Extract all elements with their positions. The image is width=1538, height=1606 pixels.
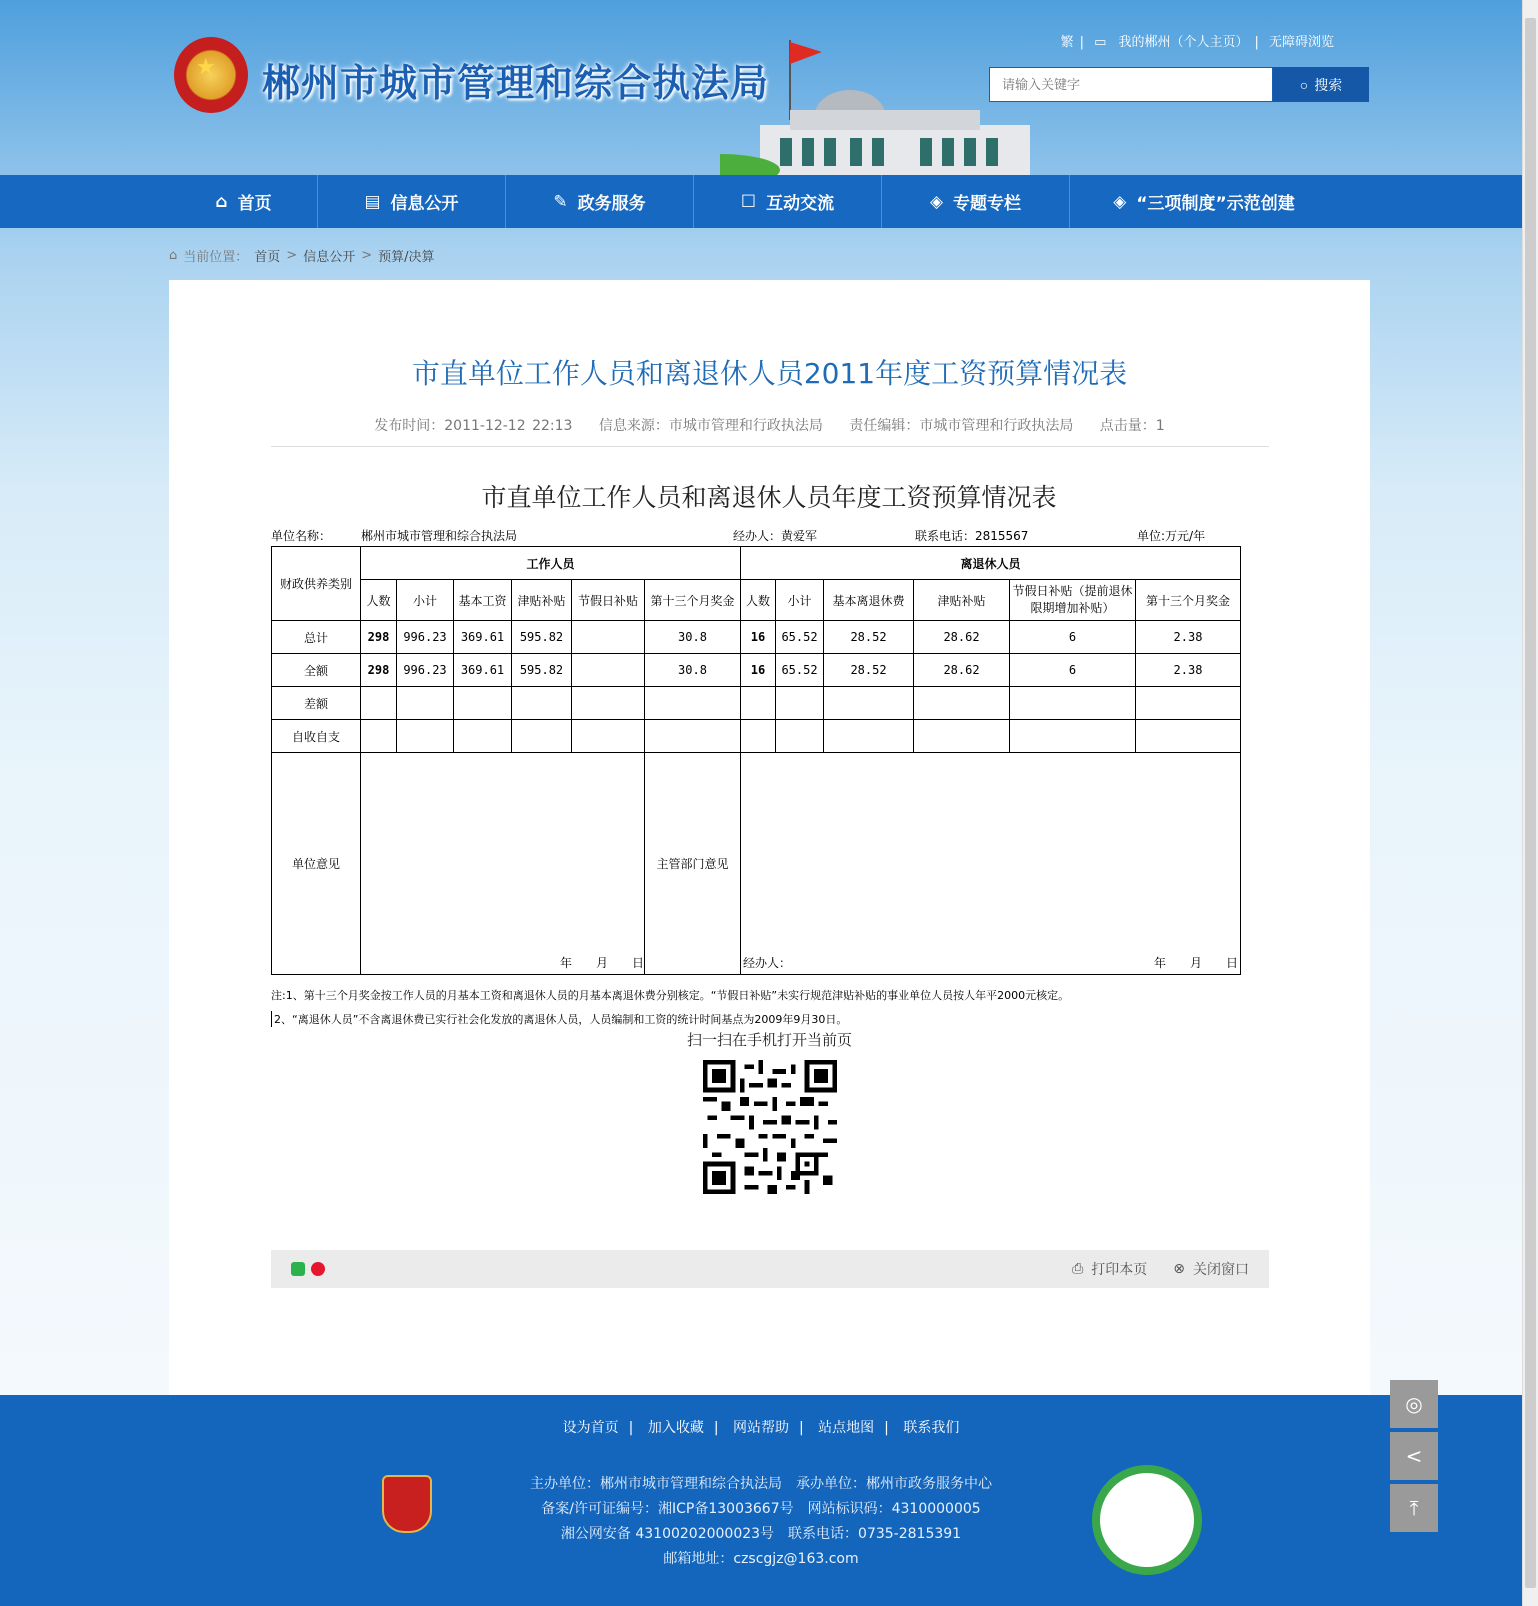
table-cell: 595.82 [512,654,572,687]
footer-line: 湘公网安备 43100202000023号 联系电话：0735-2815391 [560,1526,962,1542]
footer-link[interactable]: 联系我们 [903,1420,960,1436]
print-label: 打印本页 [1091,1262,1148,1278]
column-header: 人数 [361,580,397,621]
working-header: 工作人员 [361,547,741,580]
header [0,0,1522,175]
footer-line: 备案/许可证编号：湘ICP备13003667号 网站标识码：4310000005 [541,1501,981,1517]
table-cell: 298 [361,621,397,654]
note-2: 2、“离退休人员”不含离退休费已实行社会化发放的离退休人员，人员编制和工资的统计时间基点为2009年9月30日。 [271,1011,847,1027]
publish-time: 发布时间：2011-12-12 22:13 [374,418,573,434]
footer-links: 设为首页 | 加入收藏 | 网站帮助 | 站点地图 | 联系我们 [562,1420,960,1436]
table-cell: 6 [1010,621,1136,654]
table-cell: 369.61 [454,654,512,687]
breadcrumb-home[interactable]: 首页 [254,250,281,265]
side-floating-buttons [1390,1380,1438,1536]
table-cell: 28.52 [824,621,914,654]
search-button-label: 搜索 [1314,76,1343,93]
table-row [272,621,1241,654]
divider [271,446,1269,447]
footer-link[interactable]: 加入收藏 [647,1420,704,1436]
unit-label: 单位:万元/年 [1137,529,1206,543]
nav-info-disclosure[interactable] [318,175,506,228]
scrollbar[interactable] [1522,0,1538,1606]
article-container [169,280,1370,1395]
row-label: 总计 [272,621,361,654]
back-to-top-button[interactable] [1390,1484,1438,1532]
edit-icon: ✎ [553,191,568,212]
handler-sign: 经办人： [743,956,792,970]
document-icon: ▤ [364,191,381,212]
nav-label: “三项制度”示范创建 [1136,194,1295,214]
site-title: 郴州市城市管理和综合执法局 [262,61,770,105]
wechat-icon[interactable] [291,1262,305,1276]
home-icon: ⌂ [169,248,178,263]
footer-info [0,1472,1522,1572]
qr-code-image [703,1060,837,1194]
breadcrumb-info[interactable]: 信息公开 [303,250,356,265]
column-header: 小计 [397,580,454,621]
table-cell: 996.23 [397,621,454,654]
table-cell: 65.52 [776,621,824,654]
layers-icon: ◈ [929,191,944,212]
table-cell: 28.62 [914,621,1010,654]
table-cell: 28.52 [824,654,914,687]
click-count: 点击量：1 [1099,418,1165,434]
unit-opinion-label: 单位意见 [272,753,361,975]
share-icon: < [1405,1444,1423,1468]
dept-opinion-label: 主管部门意见 [645,753,741,975]
table-cell: 16 [741,654,776,687]
breadcrumb-prefix: 当前位置： [183,250,249,265]
budget-table [271,546,1241,975]
search-box [989,67,1369,102]
table-cell: 2.38 [1136,621,1241,654]
home-icon: ⌂ [215,191,228,212]
footer [0,1395,1522,1606]
share-float-button[interactable] [1390,1432,1438,1480]
monitor-icon: ▭ [1094,35,1107,50]
search-button[interactable] [1273,67,1369,102]
table-cell: 30.8 [645,621,741,654]
column-header: 节假日补贴（提前退休限期增加补贴） [1010,580,1136,621]
nav-label: 首页 [237,194,272,214]
column-header: 人数 [741,580,776,621]
footer-link[interactable]: 设为首页 [562,1420,619,1436]
weibo-icon[interactable] [311,1262,325,1276]
footer-link[interactable]: 网站帮助 [733,1420,789,1436]
close-icon: ⊗ [1173,1261,1185,1277]
unit-name-label: 单位名称： [271,529,332,543]
footer-line: 邮箱地址：czscgjz@163.com [663,1551,859,1567]
table-cell: 30.8 [645,654,741,687]
table-cell [572,621,645,654]
table-row [272,720,1241,753]
table-cell: 2.38 [1136,654,1241,687]
note-1: 注:1、第十三个月奖金按工作人员的月基本工资和离退休人员的月基本离退休费分别核定。“节假日补贴”未实行规范津贴补贴的事业单位人员按人年平2000元核定。 [271,989,1070,1002]
category-header: 财政供养类别 [272,547,361,621]
breadcrumb-budget[interactable]: 预算/决算 [378,250,435,265]
column-header: 节假日补贴 [572,580,645,621]
article-title: 市直单位工作人员和离退休人员2011年度工资预算情况表 [411,357,1128,390]
chat-icon: ☐ [740,191,757,212]
column-header: 基本工资 [454,580,512,621]
share-actions [1072,1259,1249,1279]
row-label: 差额 [272,687,361,720]
date-text: 年 月 日 [1153,956,1238,970]
search-input[interactable] [989,67,1273,102]
accessibility-link[interactable]: 无障碍浏览 [1268,35,1334,50]
nav-three-systems[interactable] [1070,175,1338,228]
row-label: 自收自支 [272,720,361,753]
table-row [272,654,1241,687]
arrow-up-icon: ⤒ [1409,1496,1419,1520]
my-chenzhou-link[interactable]: 我的郴州（个人主页） [1118,35,1249,50]
opinion-row [272,753,1241,975]
main-nav [0,175,1522,228]
scrollbar-thumb[interactable] [1525,18,1536,1588]
column-header: 小计 [776,580,824,621]
breadcrumb-separator: > [286,248,298,263]
info-source: 信息来源：市城市管理和行政执法局 [598,418,823,434]
column-header: 基本离退休费 [824,580,914,621]
handler: 经办人：黄爱军 [733,529,818,543]
retired-header: 离退休人员 [741,547,1241,580]
table-cell: 369.61 [454,621,512,654]
qr-label: 扫一扫在手机打开当前页 [686,1031,852,1049]
national-emblem-logo: ★ [174,37,248,113]
wechat-float-button[interactable] [1390,1380,1438,1428]
editor: 责任编辑：市城市管理和行政执法局 [849,418,1074,434]
nav-label: 信息公开 [390,194,459,214]
share-icons [291,1262,325,1276]
table-cell: 996.23 [397,654,454,687]
nav-label: 专题专栏 [953,194,1022,214]
table-row [272,687,1241,720]
column-header: 津贴补贴 [512,580,572,621]
article-meta [169,415,1370,435]
column-header: 第十三个月奖金 [645,580,741,621]
table-cell: 65.52 [776,654,824,687]
breadcrumb [169,246,435,265]
search-icon: ○ [1299,76,1309,93]
breadcrumb-separator: > [361,248,373,263]
column-header: 第十三个月奖金 [1136,580,1241,621]
footer-link[interactable]: 站点地图 [818,1420,875,1436]
nav-special-topics[interactable] [882,175,1070,228]
table-cell: 28.62 [914,654,1010,687]
document-title: 市直单位工作人员和离退休人员年度工资预算情况表 [481,483,1057,512]
close-label: 关闭窗口 [1193,1262,1249,1278]
phone: 联系电话：2815567 [915,529,1029,543]
nav-government-services[interactable] [506,175,694,228]
close-window-button[interactable] [1173,1259,1249,1279]
footer-line: 主办单位：郴州市城市管理和综合执法局 承办单位：郴州市政务服务中心 [530,1476,992,1492]
share-bar [271,1250,1269,1288]
table-cell: 6 [1010,654,1136,687]
table-cell [572,654,645,687]
layers-icon: ◈ [1113,191,1127,212]
nav-label: 政务服务 [577,194,646,214]
print-button[interactable] [1072,1259,1147,1279]
column-header: 津贴补贴 [914,580,1010,621]
wechat-icon: ◎ [1405,1392,1423,1416]
civilization-site-logo[interactable] [1092,1465,1202,1575]
unit-name: 郴州市城市管理和综合执法局 [361,529,518,543]
nav-label: 互动交流 [766,194,835,214]
government-building-image [720,40,1060,175]
table-cell: 595.82 [512,621,572,654]
dept-opinion-box [741,753,1241,975]
row-label: 全额 [272,654,361,687]
table-cell: 298 [361,654,397,687]
table-cell: 16 [741,621,776,654]
traditional-chinese-link[interactable]: 繁 [1060,35,1074,50]
nav-interaction[interactable] [694,175,882,228]
top-links: 繁 | ▭ 我的郴州（个人主页） | 无障碍浏览 [1060,35,1334,50]
date-text: 年 月 日 [559,956,644,970]
printer-icon: ⎙ [1072,1261,1084,1277]
nav-home[interactable] [170,175,318,228]
unit-opinion-box [361,753,645,975]
